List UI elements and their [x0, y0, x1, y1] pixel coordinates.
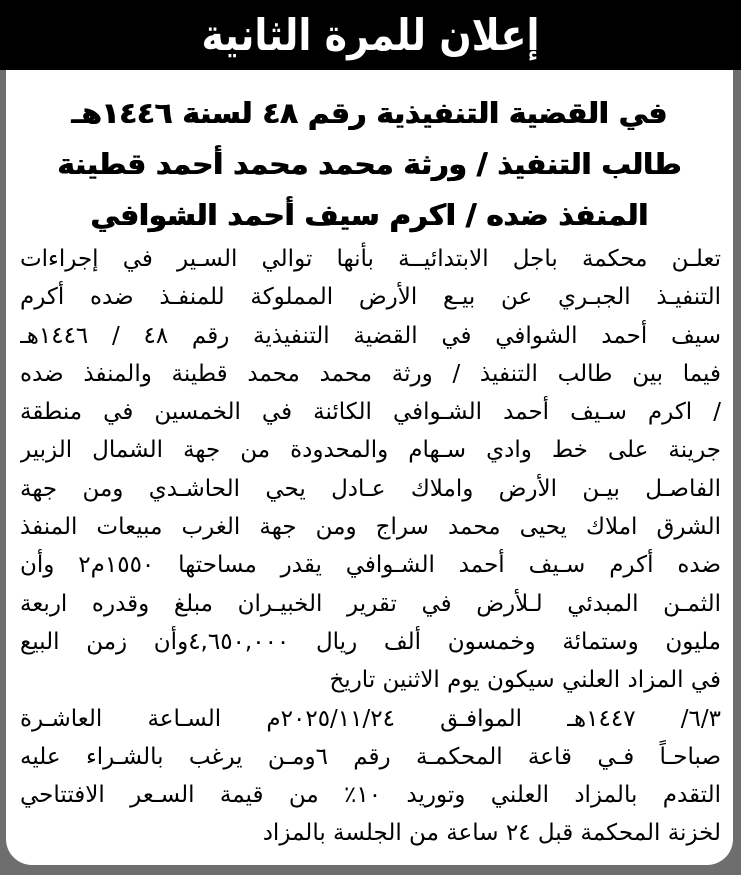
body-line: / اكرم سـيف أحمد الشـوافي الكائنة في الخمسين في منطقة [20, 399, 721, 426]
body-line: مليون وستمائة وخمسون ألف ريال ٤,٦٥٠,٠٠٠وأن زمن البيع [20, 628, 721, 655]
body-line: الفاصـل بيـن الأرض واملاك عـادل يحي الحاشـدي ومن جهة [20, 475, 721, 502]
body-line: الشرق املاك يحيى محمد سراج ومن جهة الغرب مبيعات المنفذ [20, 514, 721, 541]
claimant-heading: طالب التنفيذ / ورثة محمد محمد أحمد قطينة [57, 147, 682, 181]
body-line: في المزاد العلني سيكون يوم الاثنين تاريخ [329, 667, 721, 694]
announcement-panel [6, 70, 733, 865]
body-line: التقدم بالمزاد العلني وتوريد ١٠٪ من قيمة السـعر الافتتاحي [20, 782, 721, 809]
body-line: التنفيـذ الجبـري عن بيـع الأرض المملوكة للمنفـذ ضده أكرم [20, 284, 721, 311]
body-line: فيما بين طالب التنفيذ / ورثة محمد محمد قطينة والمنفذ ضده [20, 360, 721, 387]
body-line: سيف أحمد الشوافي في القضية التنفيذية رقم ٤٨ / ١٤٤٦هـ [20, 322, 721, 349]
body-line: لخزنة المحكمة قبل ٢٤ ساعة من الجلسة بالمزاد [262, 820, 721, 847]
body-line: تعلـن محكمة باجل الابتدائيــة بأنها توالي السـير في إجراءات [20, 246, 721, 272]
body-line: صباحـاً فـي قاعة المحكمـة رقم ٦ومـن يرغب بالشـراء عليه [20, 743, 721, 770]
announcement-header [0, 0, 741, 70]
body-line: ٦/٣/ ١٤٤٧هـ الموافـق ٢٠٢٥/١١/٢٤م السـاعة العاشـرة [20, 705, 721, 732]
announcement-title: إعلان للمرة الثانية [201, 9, 540, 61]
announcement-body [20, 240, 721, 853]
case-subheadings [6, 88, 733, 241]
defendant-heading: المنفذ ضده / اكرم سيف أحمد الشوافي [90, 198, 649, 232]
body-line: ضده أكرم سـيف أحمد الشـوافي يقدر مساحتها ١٥٥٠م٢ وأن [20, 552, 721, 579]
case-number-heading: في القضية التنفيذية رقم ٤٨ لسنة ١٤٤٦هـ [71, 96, 668, 130]
body-line: الثمـن المبدئي لـلأرض في تقرير الخبيـران مبلغ وقدره اربعة [20, 590, 721, 617]
body-line: جرينة على خط وادي سـهام والمحدودة من جهة الشمال الزبير [20, 437, 721, 464]
